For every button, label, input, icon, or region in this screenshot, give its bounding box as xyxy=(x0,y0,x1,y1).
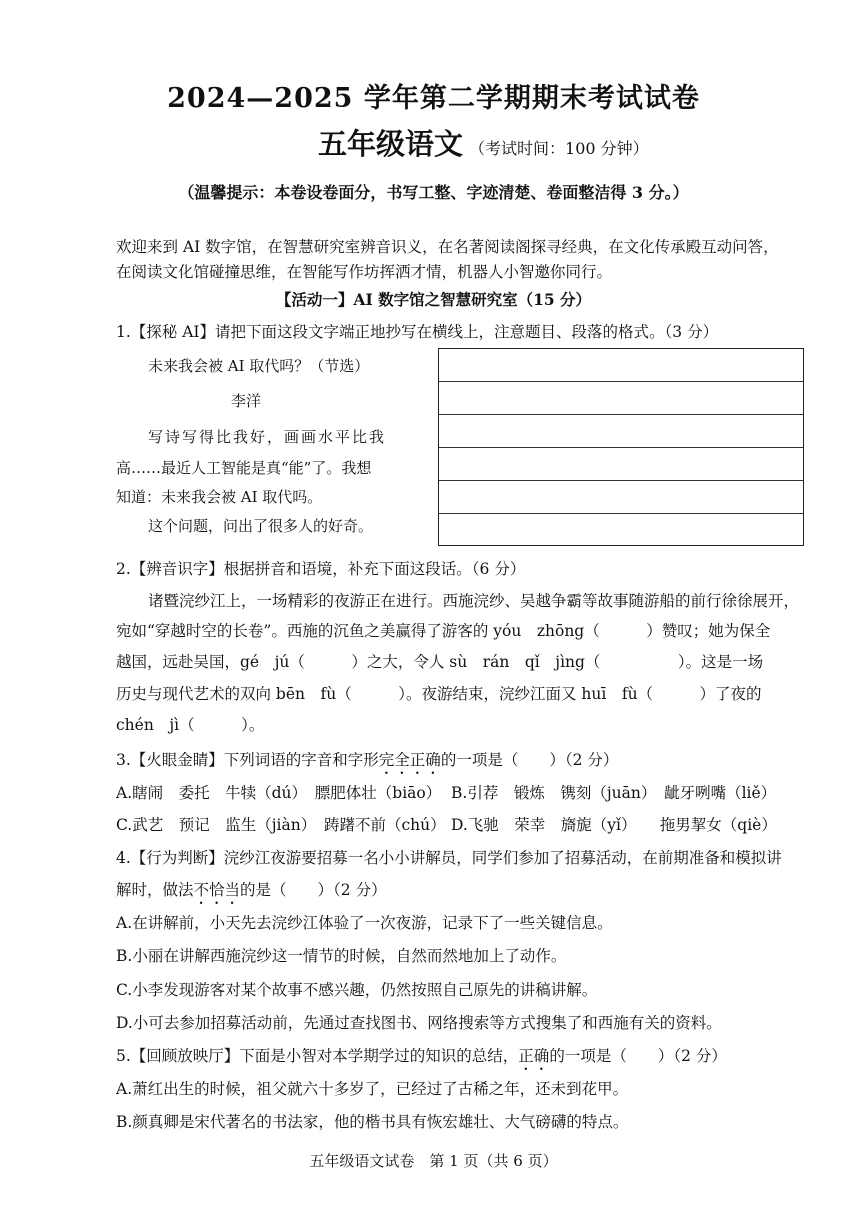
subject-title xyxy=(318,122,649,163)
q5-option-b: B.颜真卿是宋代著名的书法家，他的楷书具有恢宏雄壮、大气磅礴的特点。 xyxy=(116,1113,629,1131)
activity-1-heading: 【活动一】AI 数字馆之智慧研究室（15 分） xyxy=(275,290,592,309)
question-3: 3.【火眼金睛】下列词语的字音和字形完全正确的一项是（ ）（2 分） xyxy=(116,751,619,769)
subject-name: 五年级语文 xyxy=(318,127,464,161)
q4-option-a: A.在讲解前，小天先去浣纱江体验了一次夜游，记录下了一些关键信息。 xyxy=(116,914,613,932)
q3-option-b: B.引荐 锻炼 镌刻（juān） 龇牙咧嘴（liě） xyxy=(451,784,777,802)
q2-line-5: chén jì（ ）。 xyxy=(116,716,265,734)
excerpt-line-1: 写诗写得比我好，画画水平比我 xyxy=(148,428,387,446)
excerpt-line-3: 知道：未来我会被 AI 取代吗。 xyxy=(116,488,323,506)
excerpt-author: 李洋 xyxy=(231,392,262,410)
emphasis-text: 完全正确 xyxy=(378,751,441,769)
q3-option-a: A.瞎闹 委托 牛犊（dú） 膘肥体壮（biāo） xyxy=(116,784,442,802)
question-2: 2.【辨音识字】根据拼音和语境，补充下面这段话。（6 分） xyxy=(116,560,526,578)
intro-line-1: 欢迎来到 AI 数字馆，在智慧研究室辨音识义，在名著阅读阁探寻经典，在文化传承殿互动问答， xyxy=(116,238,779,256)
excerpt-line-4: 这个问题，问出了很多人的好奇。 xyxy=(148,517,374,535)
writing-line[interactable] xyxy=(439,415,803,448)
writing-line[interactable] xyxy=(439,481,803,514)
warm-tip: （温馨提示：本卷设卷面分，书写工整、字迹清楚、卷面整洁得 3 分。） xyxy=(178,183,689,202)
writing-line[interactable] xyxy=(439,349,803,382)
q2-line-4: 历史与现代艺术的双向 bēn fù（ ）。夜游结束，浣纱江面又 huī fù（ ）了夜的 xyxy=(116,685,762,703)
writing-line[interactable] xyxy=(439,514,803,547)
exam-title: 2024—2025 学年第二学期期末考试试卷 xyxy=(167,83,700,114)
exam-time-note: （考试时间：100 分钟） xyxy=(469,139,649,158)
q4-option-c: C.小李发现游客对某个故事不感兴趣，仍然按照自己原先的讲稿讲解。 xyxy=(116,981,598,999)
question-4-line-2: 解时，做法不恰当的是（ ）（2 分） xyxy=(116,881,387,899)
intro-line-2: 在阅读文化馆碰撞思维，在智能写作坊挥洒才情，机器人小智邀你同行。 xyxy=(116,263,613,281)
q2-line-3: 越国，远赴吴国，gé jú（ ）之大，令人 sù rán qǐ jìng（ ）。这是一场 xyxy=(116,653,764,671)
writing-line[interactable] xyxy=(439,382,803,415)
question-4-line-1: 4.【行为判断】浣纱江夜游要招募一名小小讲解员，同学们参加了招募活动，在前期准备和模拟讲 xyxy=(116,849,782,867)
q3-option-d: D.飞驰 荣幸 旖旎（yǐ） 拖男挈女（qiè） xyxy=(451,816,777,834)
excerpt-title: 未来我会被 AI 取代吗？（节选） xyxy=(148,357,370,375)
question-5: 5.【回顾放映厅】下面是小智对本学期学过的知识的总结，正确的一项是（ ）（2 分） xyxy=(116,1047,727,1065)
q2-line-1: 诸暨浣纱江上，一场精彩的夜游正在进行。西施浣纱、吴越争霸等故事随游船的前行徐徐展开， xyxy=(148,592,800,610)
question-1: 1.【探秘 AI】请把下面这段文字端正地抄写在横线上，注意题目、段落的格式。（3 分） xyxy=(116,323,719,341)
copy-writing-box[interactable] xyxy=(438,348,804,546)
excerpt-line-2: 高……最近人工智能是真“能”了。我想 xyxy=(116,459,372,477)
writing-line[interactable] xyxy=(439,448,803,481)
emphasis-text: 正确 xyxy=(518,1047,550,1065)
q5-option-a: A.萧红出生的时候，祖父就六十多岁了，已经过了古稀之年，还未到花甲。 xyxy=(116,1080,629,1098)
q4-option-b: B.小丽在讲解西施浣纱这一情节的时候，自然而然地加上了动作。 xyxy=(116,947,567,965)
emphasis-text: 不恰当 xyxy=(193,881,241,899)
q4-option-d: D.小可去参加招募活动前，先通过查找图书、网络搜索等方式搜集了和西施有关的资料。 xyxy=(116,1014,722,1032)
q3-option-c: C.武艺 预记 监生（jiàn） 踌躇不前（chú） xyxy=(116,816,446,834)
page-footer: 五年级语文试卷 第 1 页（共 6 页） xyxy=(309,1152,558,1170)
q2-line-2: 宛如“穿越时空的长卷”。西施的沉鱼之美赢得了游客的 yóu zhōng（ ）赞叹；她为保全 xyxy=(116,622,771,640)
